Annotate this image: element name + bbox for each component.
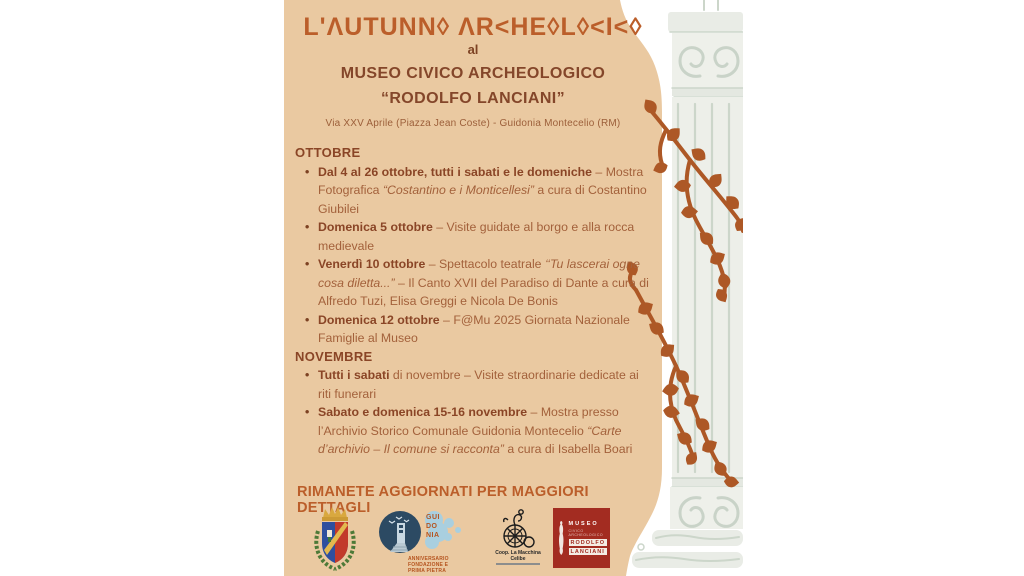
- anniv-bubble-text-2: DO: [426, 523, 438, 530]
- event-text-segment: Dal 4 al 26 ottobre, tutti i sabati e le domeniche: [318, 164, 593, 179]
- venue-address: Via XXV Aprile (Piazza Jean Coste) - Guidonia Montecelio (RM): [325, 117, 621, 129]
- event-list-ottobre: [295, 163, 651, 348]
- section-header-novembre: NOVEMBRE: [295, 348, 373, 364]
- guidonia-coat-of-arms-logo: [308, 505, 362, 572]
- page-title: L'ΛUTUNN◊ ΛR<HE◊L◊<I<◊: [303, 13, 643, 41]
- guidonia-anniversary-logo: [378, 510, 482, 574]
- event-text-segment: Sabato e domenica 15-16 novembre: [318, 405, 528, 419]
- event-text-segment: “Costantino e i Monticellesi”: [382, 183, 534, 197]
- venue-name-line2: “RODOLFO LANCIANI”: [380, 90, 566, 108]
- event-text-segment: “Carte d’archivio – Il comune si racconta”: [318, 423, 622, 456]
- event-text-segment: Domenica 12 ottobre: [318, 312, 440, 327]
- event-item: [318, 218, 651, 255]
- event-schedule: [295, 144, 651, 459]
- event-text-segment: – Il Canto XVII del Paradiso di Dante a cura di Alfredo Tuzi, Elisa Greggi e Nicola De Bonis: [318, 275, 649, 308]
- event-text-segment: – F@Mu 2025 Giornata Nazionale Famiglie al Museo: [318, 312, 630, 345]
- anniv-caption-line1: ANNIVERSARIO: [408, 556, 449, 562]
- event-text-segment: di novembre – Visite straordinarie dedicate ai riti funerari: [318, 368, 639, 401]
- event-list-novembre: [295, 366, 651, 459]
- event-item: [318, 163, 651, 219]
- event-item: [318, 403, 651, 459]
- museo-logo-line1: MUSEO: [568, 521, 599, 527]
- event-poster: [284, 0, 743, 576]
- venue-name-line1: MUSEO CIVICO ARCHEOLOGICO: [340, 65, 606, 83]
- event-text-segment: Tutti i sabati: [318, 368, 390, 382]
- footer-note: RIMANETE AGGIORNATI PER MAGGIORI DETTAGLI: [297, 484, 589, 516]
- event-item: [318, 366, 651, 403]
- event-item: [318, 255, 651, 311]
- event-text-segment: a cura di Costantino Giubilei: [318, 183, 647, 216]
- poster-header: [284, 14, 662, 129]
- anniv-caption-line3: PRIMA PIETRA: [408, 568, 447, 574]
- event-text-segment: ‘‘Tu lascerai ogne cosa diletta...”: [318, 257, 640, 290]
- museo-logo-line3: RODOLFO: [570, 539, 605, 546]
- section-header-ottobre: OTTOBRE: [295, 145, 361, 160]
- la-macchina-celibe-subline: [496, 563, 540, 565]
- event-text-segment: Venerdì 10 ottobre: [318, 257, 426, 271]
- event-text-segment: a cura di Isabella Boari: [503, 442, 633, 456]
- museo-rodolfo-lanciani-logo: [553, 508, 610, 568]
- museo-logo-line2: CIVICO ARCHEOLOGICO: [568, 529, 604, 537]
- event-text-segment: – Mostra presso l’Archivio Storico Comunale Guidonia Montecelio: [318, 405, 619, 438]
- event-text-segment: Domenica 5 ottobre: [318, 220, 433, 234]
- anniv-bubble-text-3: NIA: [426, 532, 440, 539]
- subtitle-prefix: al: [467, 42, 479, 58]
- anniv-caption-line2: FONDAZIONE E: [408, 562, 449, 568]
- la-macchina-celibe-logo: [488, 508, 548, 565]
- event-text-segment: – Spettacolo teatrale: [425, 257, 545, 271]
- event-text-segment: – Mostra Fotografica: [318, 164, 644, 197]
- event-text-segment: – Visite guidate al borgo e alla rocca medievale: [318, 220, 635, 253]
- event-item: [318, 311, 651, 348]
- la-macchina-celibe-caption: Coop. La Macchina Celibe: [495, 550, 541, 562]
- museo-logo-line4: LANCIANI: [570, 548, 605, 555]
- anniv-bubble-text-1: GUI: [426, 514, 440, 521]
- statue-silhouette-icon: [557, 513, 566, 563]
